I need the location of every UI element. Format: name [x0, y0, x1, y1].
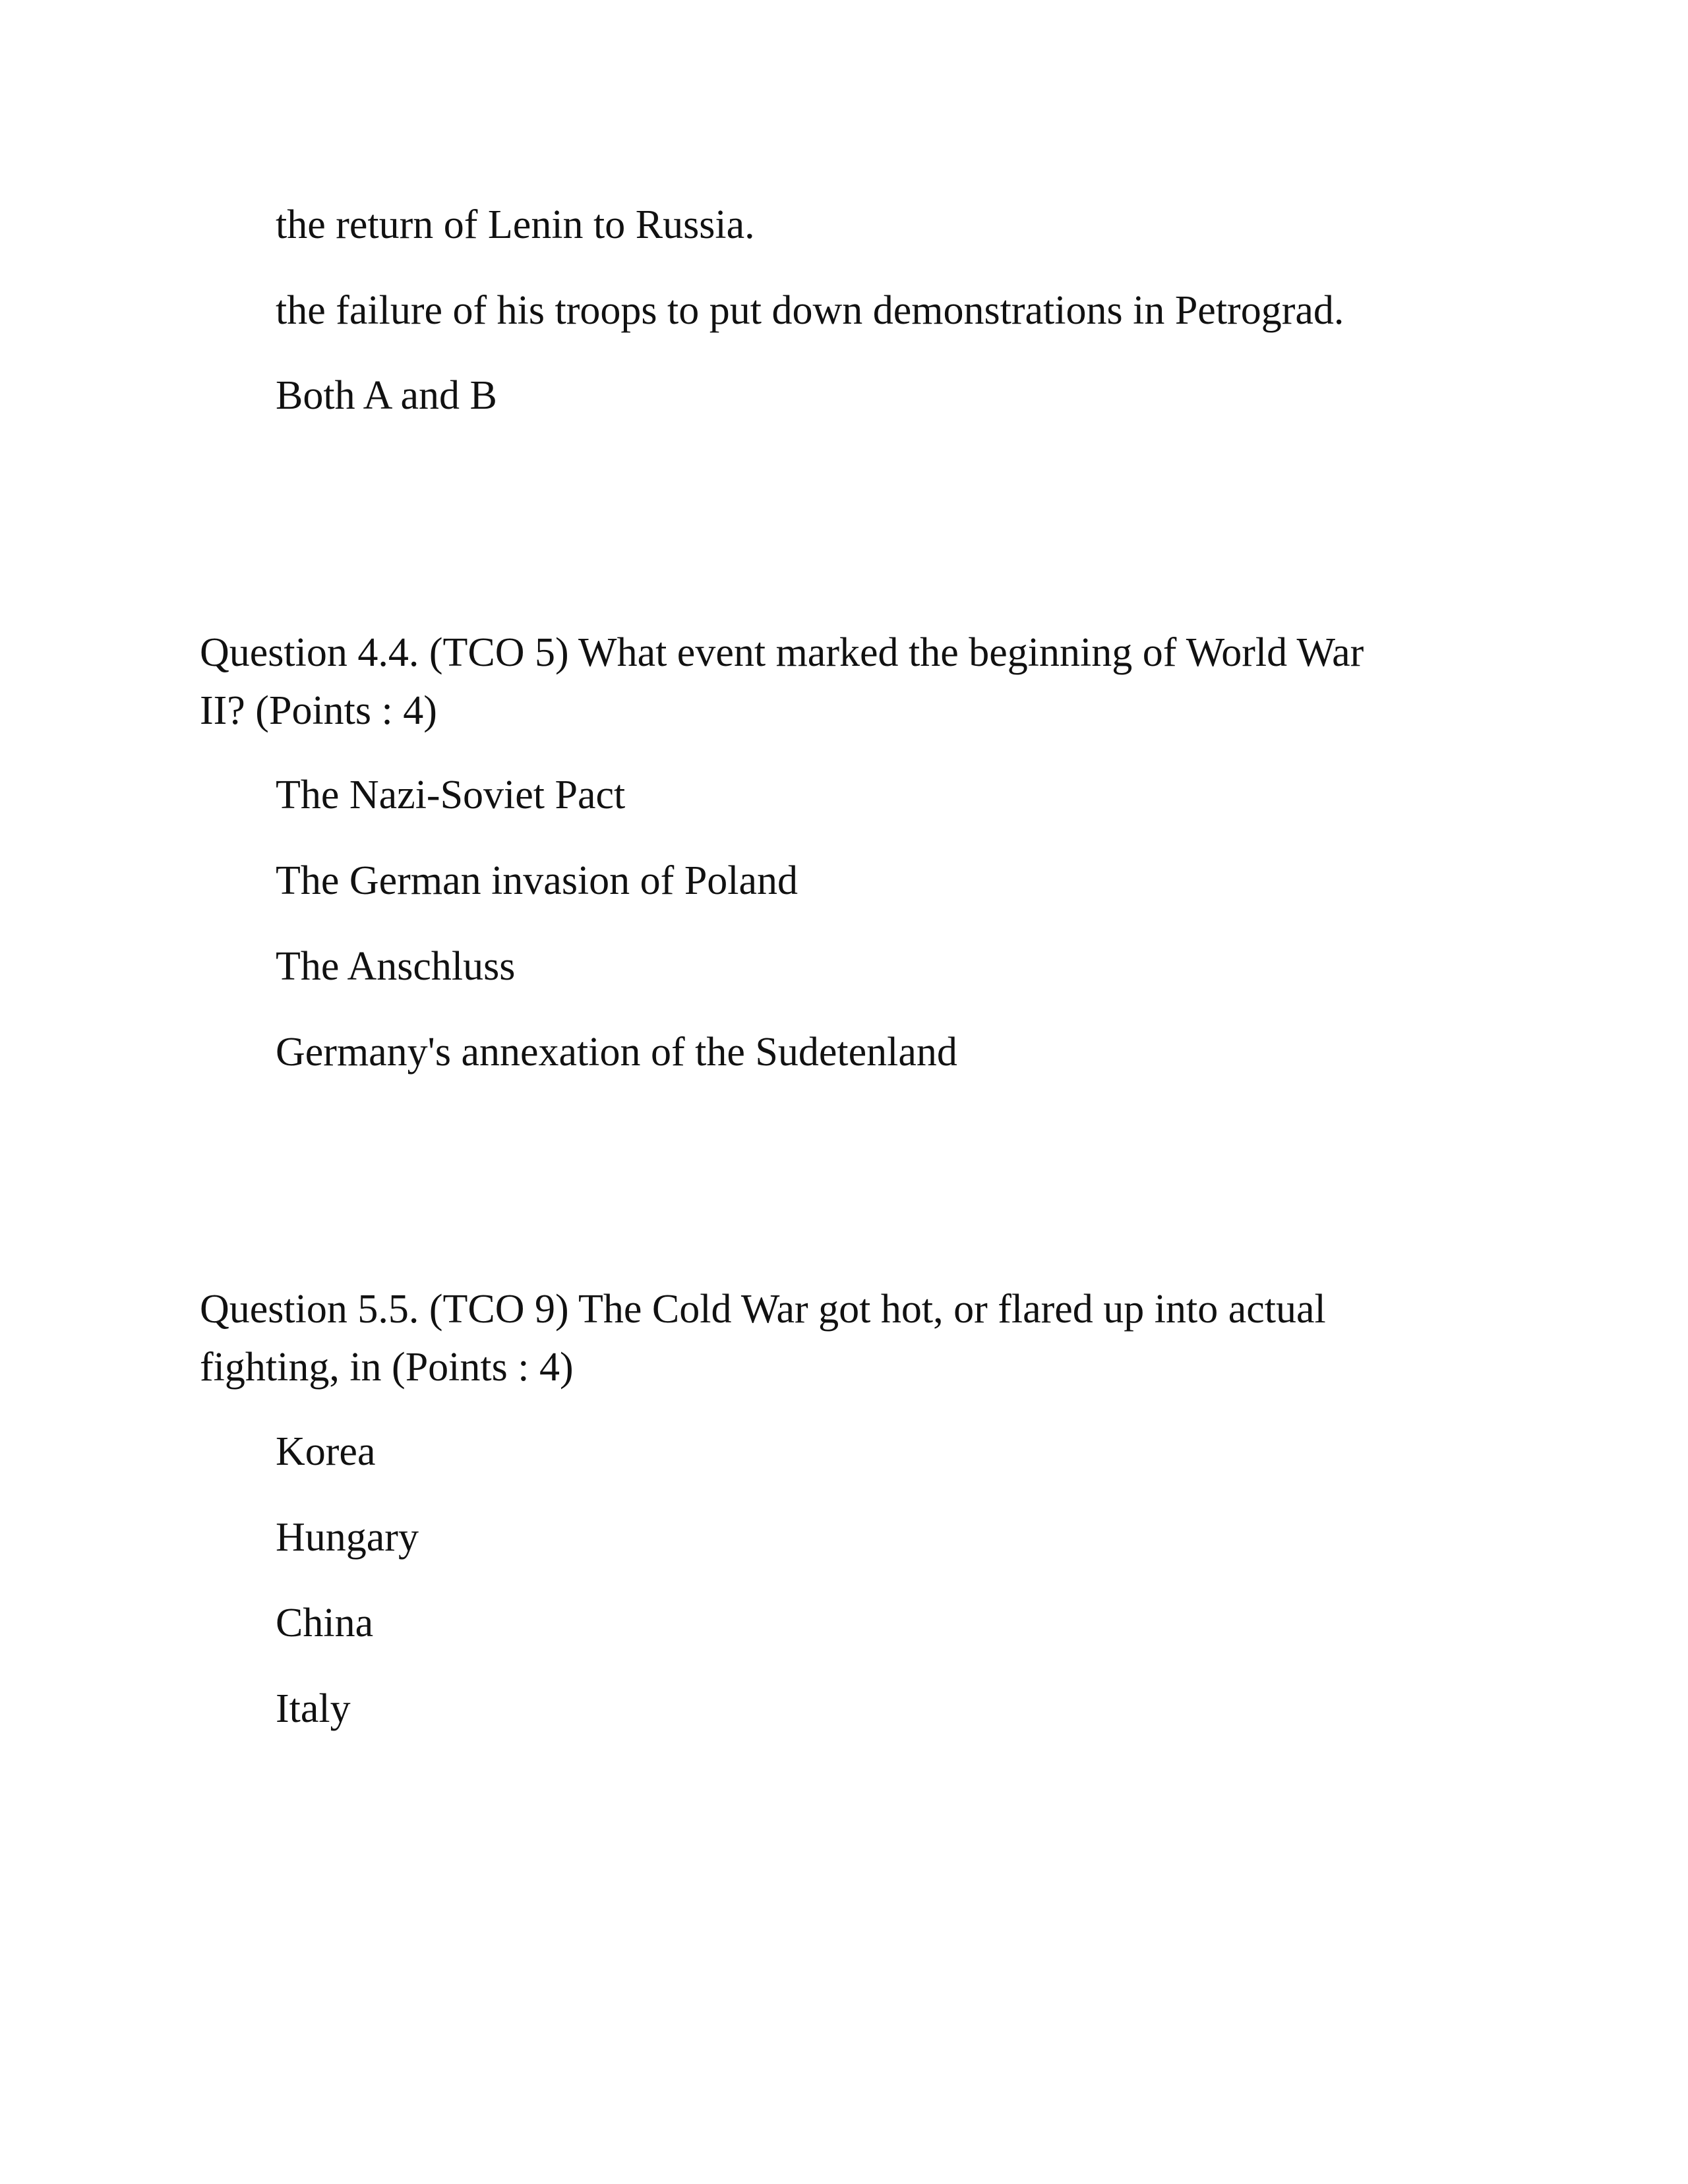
question-text-continued: fighting, in (Points : 4)	[200, 1345, 574, 1390]
answer-option: The Anschluss	[276, 944, 516, 989]
answer-option: Hungary	[276, 1515, 419, 1560]
answer-option: the return of Lenin to Russia.	[276, 202, 755, 247]
question-text-continued: II? (Points : 4)	[200, 688, 437, 733]
answer-option: China	[276, 1601, 374, 1645]
question-text: Question 5.5. (TCO 9) The Cold War got hot, or flared up into actual	[200, 1287, 1326, 1332]
answer-option: Korea	[276, 1429, 376, 1474]
answer-option: Italy	[276, 1686, 351, 1731]
answer-option: The Nazi-Soviet Pact	[276, 773, 626, 817]
answer-option: The German invasion of Poland	[276, 858, 799, 903]
answer-option: the failure of his troops to put down demonstrations in Petrograd.	[276, 288, 1344, 333]
question-text: Question 4.4. (TCO 5) What event marked the beginning of World War	[200, 630, 1364, 675]
answer-option: Germany's annexation of the Sudetenland	[276, 1030, 957, 1075]
answer-option: Both A and B	[276, 373, 497, 418]
